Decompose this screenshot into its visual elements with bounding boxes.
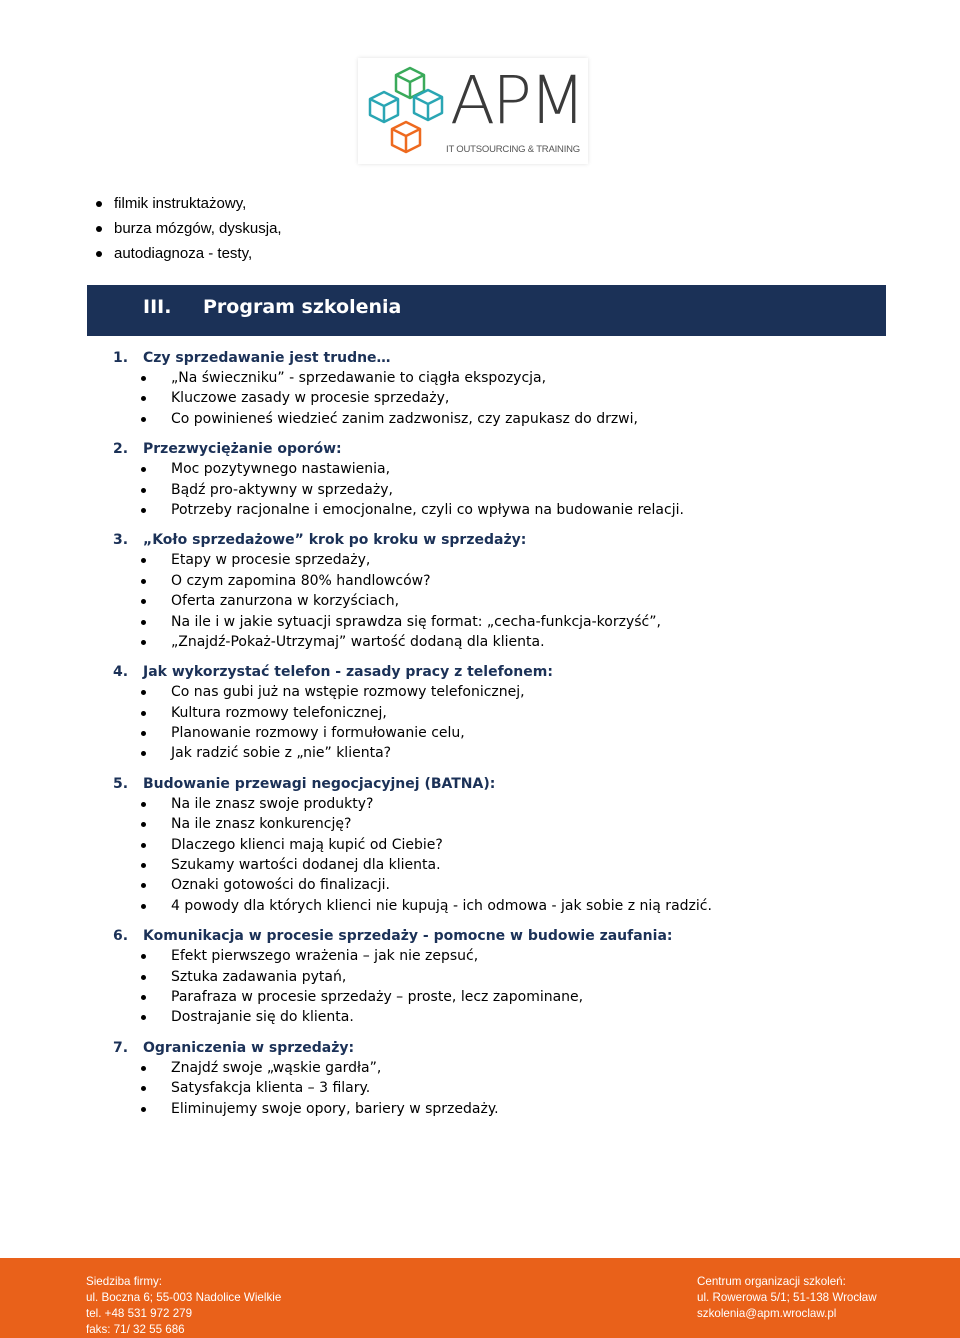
bullet-icon — [141, 883, 146, 888]
list-item — [0, 835, 960, 855]
list-item — [0, 409, 960, 429]
list-item-text: Parafraza w procesie sprzedaży – proste, lecz zapominane, — [171, 988, 584, 1005]
section-heading — [0, 348, 960, 368]
list-item-text: Potrzeby racjonalne i emocjonalne, czyli co wpływa na budowanie relacji. — [171, 501, 684, 518]
list-item-text: Sztuka zadawania pytań, — [171, 968, 347, 985]
list-item-text: Szukamy wartości dodanej dla klienta. — [171, 857, 441, 874]
list-item — [0, 946, 960, 966]
section-heading — [0, 530, 960, 550]
footer-line: faks: 71/ 32 55 686 — [86, 1323, 185, 1336]
footer-line: tel. +48 531 972 279 — [86, 1307, 193, 1320]
section-title: Ograniczenia w sprzedaży: — [143, 1039, 355, 1056]
list-item-text: Satysfakcja klienta – 3 filary. — [171, 1080, 371, 1097]
bullet-icon — [96, 251, 102, 257]
section-number: 4. — [113, 664, 129, 681]
program-section — [0, 662, 960, 764]
section-items — [0, 368, 960, 429]
section-title: Budowanie przewagi negocjacyjnej (BATNA): — [143, 775, 496, 792]
list-item — [0, 743, 960, 763]
list-item — [0, 794, 960, 814]
section-heading — [0, 926, 960, 946]
bullet-icon — [141, 579, 146, 584]
program-section — [0, 348, 960, 429]
section-number: 7. — [113, 1039, 129, 1056]
section-banner — [87, 285, 886, 336]
bullet-icon — [141, 822, 146, 827]
list-item-text: „Na świeczniku” - sprzedawanie to ciągła ekspozycja, — [171, 370, 547, 386]
list-item-text: Co nas gubi już na wstępie rozmowy telefonicznej, — [171, 684, 525, 701]
list-item-text: Efekt pierwszego wrażenia – jak nie zepsuć, — [171, 948, 479, 965]
bullet-icon — [141, 995, 146, 1000]
program-section — [0, 530, 960, 652]
bullet-icon — [141, 1086, 146, 1091]
intro-list — [88, 193, 282, 268]
program-section — [0, 439, 960, 520]
list-item-text: Znajdź swoje „wąskie gardła”, — [171, 1059, 382, 1076]
list-item-text: Bądź pro-aktywny w sprzedaży, — [171, 481, 393, 498]
bullet-icon — [141, 751, 146, 756]
bullet-icon — [141, 599, 146, 604]
list-item — [0, 1078, 960, 1098]
list-item — [0, 591, 960, 611]
list-item — [0, 875, 960, 895]
bullet-icon — [141, 1015, 146, 1020]
list-item — [0, 1099, 960, 1119]
section-heading — [0, 439, 960, 459]
list-item-text: Co powinieneś wiedzieć zanim zadzwonisz, czy zapukasz do drzwi, — [171, 410, 638, 427]
bullet-icon — [141, 711, 146, 716]
section-number: 1. — [113, 350, 129, 366]
list-item-text: Na ile i w jakie sytuacji sprawdza się format: „cecha-funkcja-korzyść”, — [171, 613, 661, 630]
list-item-text: O czym zapomina 80% handlowców? — [171, 572, 431, 589]
program-section — [0, 926, 960, 1028]
list-item — [0, 723, 960, 743]
list-item — [0, 1058, 960, 1078]
cubes-logo-icon — [364, 62, 450, 160]
banner-number: III. — [143, 296, 172, 318]
list-item: autodiagnoza - testy, — [88, 243, 282, 268]
list-item: filmik instruktażowy, — [88, 193, 282, 218]
bullet-icon — [141, 802, 146, 807]
section-heading — [0, 774, 960, 794]
footer-line: ul. Rowerowa 5/1; 51-138 Wrocław — [697, 1291, 877, 1304]
list-item: burza mózgów, dyskusja, — [88, 218, 282, 243]
footer-line: Siedziba firmy: — [86, 1275, 163, 1288]
bullet-icon — [141, 904, 146, 909]
section-items — [0, 682, 960, 764]
list-item — [0, 612, 960, 632]
list-item-text: Eliminujemy swoje opory, bariery w sprzedaży. — [171, 1100, 499, 1117]
list-item-text: Kultura rozmowy telefonicznej, — [171, 704, 387, 721]
banner-title: Program szkolenia — [203, 296, 402, 318]
section-items — [0, 459, 960, 520]
section-number: 5. — [113, 775, 129, 792]
bullet-icon — [141, 975, 146, 980]
list-item — [0, 682, 960, 702]
list-item — [0, 480, 960, 500]
section-title: „Koło sprzedażowe” krok po kroku w sprzedaży: — [143, 532, 527, 549]
bullet-icon — [141, 843, 146, 848]
bullet-icon — [96, 226, 102, 232]
bullet-icon — [141, 863, 146, 868]
footer-line: Centrum organizacji szkoleń: — [697, 1275, 846, 1288]
list-item — [0, 459, 960, 479]
section-title: Jak wykorzystać telefon - zasady pracy z telefonem: — [143, 664, 553, 681]
list-item — [0, 571, 960, 591]
footer-email[interactable]: szkolenia@apm.wroclaw.pl — [697, 1307, 837, 1320]
page-footer — [0, 1258, 960, 1338]
logo-tagline: IT OUTSOURCING & TRAINING — [446, 144, 580, 155]
list-item — [0, 855, 960, 875]
list-item-text: Na ile znasz konkurencję? — [171, 816, 352, 833]
section-items — [0, 550, 960, 652]
list-item — [0, 1007, 960, 1027]
section-title: Komunikacja w procesie sprzedaży - pomocne w budowie zaufania: — [143, 928, 673, 945]
bullet-icon — [141, 620, 146, 625]
section-number: 2. — [113, 441, 129, 458]
list-item-text: Na ile znasz swoje produkty? — [171, 795, 374, 812]
bullet-icon — [141, 690, 146, 695]
list-item-text: Jak radzić sobie z „nie” klienta? — [171, 745, 392, 762]
section-number: 6. — [113, 928, 129, 945]
list-item — [0, 896, 960, 916]
list-item — [0, 967, 960, 987]
list-item-text: 4 powody dla których klienci nie kupują - ich odmowa - jak sobie z nią radzić. — [171, 897, 712, 914]
bullet-icon — [141, 640, 146, 645]
bullet-icon — [141, 417, 146, 422]
list-item-text: Planowanie rozmowy i formułowanie celu, — [171, 725, 465, 742]
bullet-icon — [141, 731, 146, 736]
list-item-text: Oznaki gotowości do finalizacji. — [171, 877, 390, 894]
bullet-icon — [96, 201, 102, 207]
footer-right — [697, 1274, 877, 1322]
footer-line: ul. Boczna 6; 55-003 Nadolice Wielkie — [86, 1291, 282, 1304]
bullet-icon — [141, 954, 146, 959]
footer-left — [86, 1274, 281, 1338]
list-item — [0, 987, 960, 1007]
list-item — [0, 368, 960, 388]
list-item — [0, 632, 960, 652]
list-item-text: „Znajdź-Pokaż-Utrzymaj” wartość dodaną dla klienta. — [171, 633, 545, 650]
list-item — [0, 814, 960, 834]
list-item-text: Dlaczego klienci mają kupić od Ciebie? — [171, 836, 443, 853]
section-number: 3. — [113, 532, 129, 549]
bullet-icon — [141, 508, 146, 513]
list-item-text: Oferta zanurzona w korzyściach, — [171, 593, 400, 610]
program-section — [0, 774, 960, 916]
section-title: Czy sprzedawanie jest trudne… — [143, 350, 391, 366]
bullet-icon — [141, 1107, 146, 1112]
program-section — [0, 1038, 960, 1119]
section-items — [0, 1058, 960, 1119]
list-item — [0, 703, 960, 723]
section-heading — [0, 1038, 960, 1058]
bullet-icon — [141, 558, 146, 563]
logo-name: APM — [450, 62, 583, 139]
bullet-icon — [141, 467, 146, 472]
list-item-text: Dostrajanie się do klienta. — [171, 1009, 354, 1026]
bullet-icon — [141, 376, 146, 381]
list-item — [0, 388, 960, 408]
list-item-text: Moc pozytywnego nastawienia, — [171, 461, 391, 478]
list-item — [0, 500, 960, 520]
section-title: Przezwyciężanie oporów: — [143, 441, 342, 458]
list-item-text: Kluczowe zasady w procesie sprzedaży, — [171, 390, 450, 407]
bullet-icon — [141, 1066, 146, 1071]
section-items — [0, 946, 960, 1028]
section-heading — [0, 662, 960, 682]
company-logo — [358, 58, 588, 164]
list-item — [0, 550, 960, 570]
list-item-text: Etapy w procesie sprzedaży, — [171, 552, 371, 569]
bullet-icon — [141, 488, 146, 493]
section-items — [0, 794, 960, 916]
program-list — [0, 348, 960, 1129]
bullet-icon — [141, 396, 146, 401]
